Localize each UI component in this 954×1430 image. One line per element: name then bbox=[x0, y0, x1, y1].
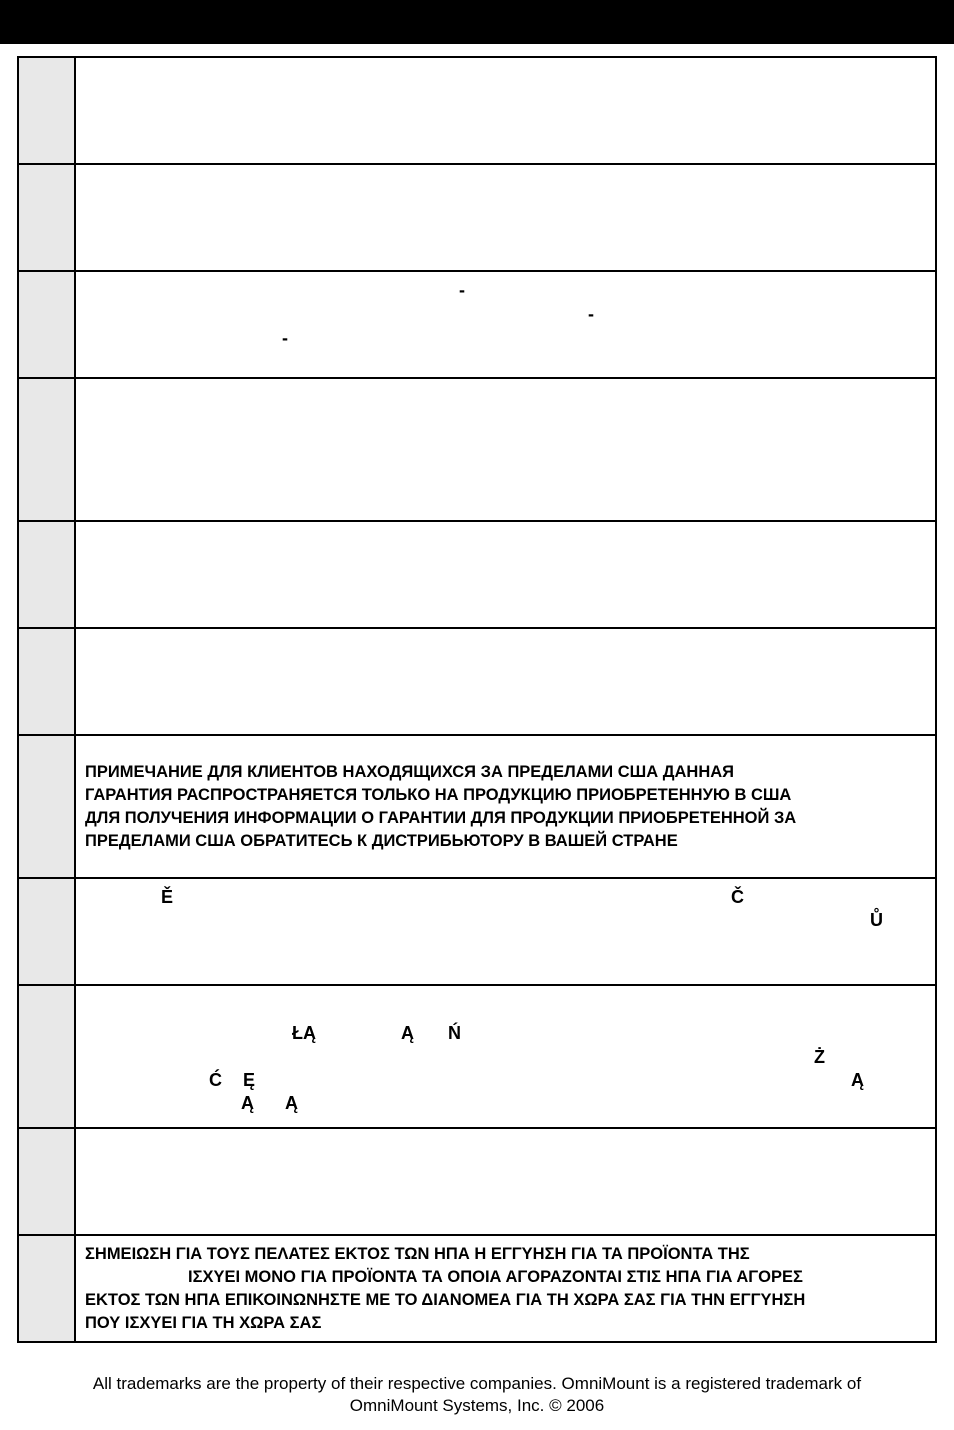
warranty-text-cell bbox=[76, 986, 935, 1127]
note-line: ΙΣΧΥΕΙ ΜΟΝΟ ΓΙΑ ΠΡΟΪΟΝΤΑ ΤΑ ΟΠΟΙΑ ΑΓΟΡΑΖΟΝΤΑΙ ΣΤΙΣ ΗΠΑ ΓΙΑ ΑΓΟΡΕΣ bbox=[188, 1268, 803, 1286]
note-line: ПРИМЕЧАНИЕ ДЛЯ КЛИЕНТОВ НАХОДЯЩИХСЯ ЗА ПРЕДЕЛАМИ США ДАННАЯ bbox=[85, 763, 735, 781]
top-black-bar bbox=[0, 0, 954, 44]
greek-warranty-note bbox=[85, 1243, 921, 1335]
note-line: ПРЕДЕЛАМИ США ОБРАТИТЕСЬ К ДИСТРИБЬЮТОРУ В ВАШЕЙ СТРАНЕ bbox=[85, 832, 678, 850]
warranty-text-cell bbox=[76, 165, 935, 270]
diacritic-char: Ń bbox=[448, 1023, 461, 1043]
table-row bbox=[19, 1129, 935, 1236]
note-line: ГАРАНТИЯ РАСПРОСТРАНЯЕТСЯ ТОЛЬКО НА ПРОДУКЦИЮ ПРИОБРЕТЕННУЮ В США bbox=[85, 786, 792, 804]
table-row bbox=[19, 272, 935, 379]
table-row-greek bbox=[19, 1236, 935, 1343]
note-line: ΣΗΜΕΙΩΣΗ ΓΙΑ ΤΟΥΣ ΠΕΛΑΤΕΣ ΕΚΤΟΣ ΤΩΝ ΗΠΑ Η ΕΓΓΥΗΣΗ ΓΙΑ ΤΑ ΠΡΟΪΟΝΤΑ ΤΗΣ bbox=[85, 1245, 750, 1263]
diacritic-char: Ż bbox=[814, 1047, 825, 1067]
warranty-table bbox=[17, 56, 937, 1343]
diacritic-char: Ą bbox=[851, 1070, 864, 1090]
language-column-cell bbox=[19, 879, 76, 984]
language-column-cell bbox=[19, 736, 76, 877]
language-column-cell bbox=[19, 165, 76, 270]
language-column-cell bbox=[19, 986, 76, 1127]
table-row bbox=[19, 165, 935, 272]
language-column-cell bbox=[19, 522, 76, 627]
dash-mark: - bbox=[588, 304, 594, 324]
language-column-cell bbox=[19, 1236, 76, 1341]
warranty-text-cell bbox=[76, 379, 935, 520]
note-line: ДЛЯ ПОЛУЧЕНИЯ ИНФОРМАЦИИ О ГАРАНТИИ ДЛЯ ПРОДУКЦИИ ПРИОБРЕТЕННОЙ ЗА bbox=[85, 809, 797, 827]
diacritic-char: Ć bbox=[209, 1070, 222, 1090]
diacritic-char: Ą bbox=[285, 1093, 298, 1113]
diacritic-char: Ů bbox=[870, 910, 883, 930]
table-row bbox=[19, 379, 935, 522]
diacritic-char: ŁĄ bbox=[292, 1023, 316, 1043]
warranty-text-cell bbox=[76, 879, 935, 984]
warranty-text-cell bbox=[76, 1129, 935, 1234]
diacritic-char: Ę bbox=[243, 1070, 256, 1090]
table-row-polish bbox=[19, 986, 935, 1129]
warranty-text-cell bbox=[76, 58, 935, 163]
diacritic-char: Ě bbox=[161, 887, 174, 907]
warranty-text-cell bbox=[76, 522, 935, 627]
language-column-cell bbox=[19, 58, 76, 163]
language-column-cell bbox=[19, 379, 76, 520]
language-column-cell bbox=[19, 272, 76, 377]
table-row bbox=[19, 58, 935, 165]
warranty-text-cell bbox=[76, 629, 935, 734]
table-row-czech bbox=[19, 879, 935, 986]
diacritic-char: Ą bbox=[241, 1093, 254, 1113]
trademark-footer bbox=[0, 1373, 954, 1417]
footer-line: OmniMount Systems, Inc. © 2006 bbox=[349, 1396, 605, 1415]
note-line: ΠΟΥ ΙΣΧΥΕΙ ΓΙΑ ΤΗ ΧΩΡΑ ΣΑΣ bbox=[85, 1314, 322, 1332]
warranty-text-cell bbox=[76, 272, 935, 377]
dash-mark: - bbox=[459, 280, 465, 300]
footer-line: All trademarks are the property of their respective companies. OmniMount is a registered trademark of bbox=[92, 1374, 862, 1393]
table-row bbox=[19, 629, 935, 736]
note-line: ΕΚΤΟΣ ΤΩΝ ΗΠΑ ΕΠΙΚΟΙΝΩΝΗΣΤΕ ΜΕ ΤΟ ΔΙΑΝΟΜΕΑ ΓΙΑ ΤΗ ΧΩΡΑ ΣΑΣ ΓΙΑ ΤΗΝ ΕΓΓΥΗΣΗ bbox=[85, 1291, 806, 1309]
table-row bbox=[19, 522, 935, 629]
table-row-russian bbox=[19, 736, 935, 879]
warranty-text-cell bbox=[76, 1236, 935, 1341]
language-column-cell bbox=[19, 629, 76, 734]
diacritic-char: Č bbox=[731, 887, 744, 907]
dash-mark: - bbox=[282, 328, 288, 348]
language-column-cell bbox=[19, 1129, 76, 1234]
warranty-text-cell bbox=[76, 736, 935, 877]
diacritic-char: Ą bbox=[401, 1023, 414, 1043]
russian-warranty-note bbox=[85, 761, 921, 853]
